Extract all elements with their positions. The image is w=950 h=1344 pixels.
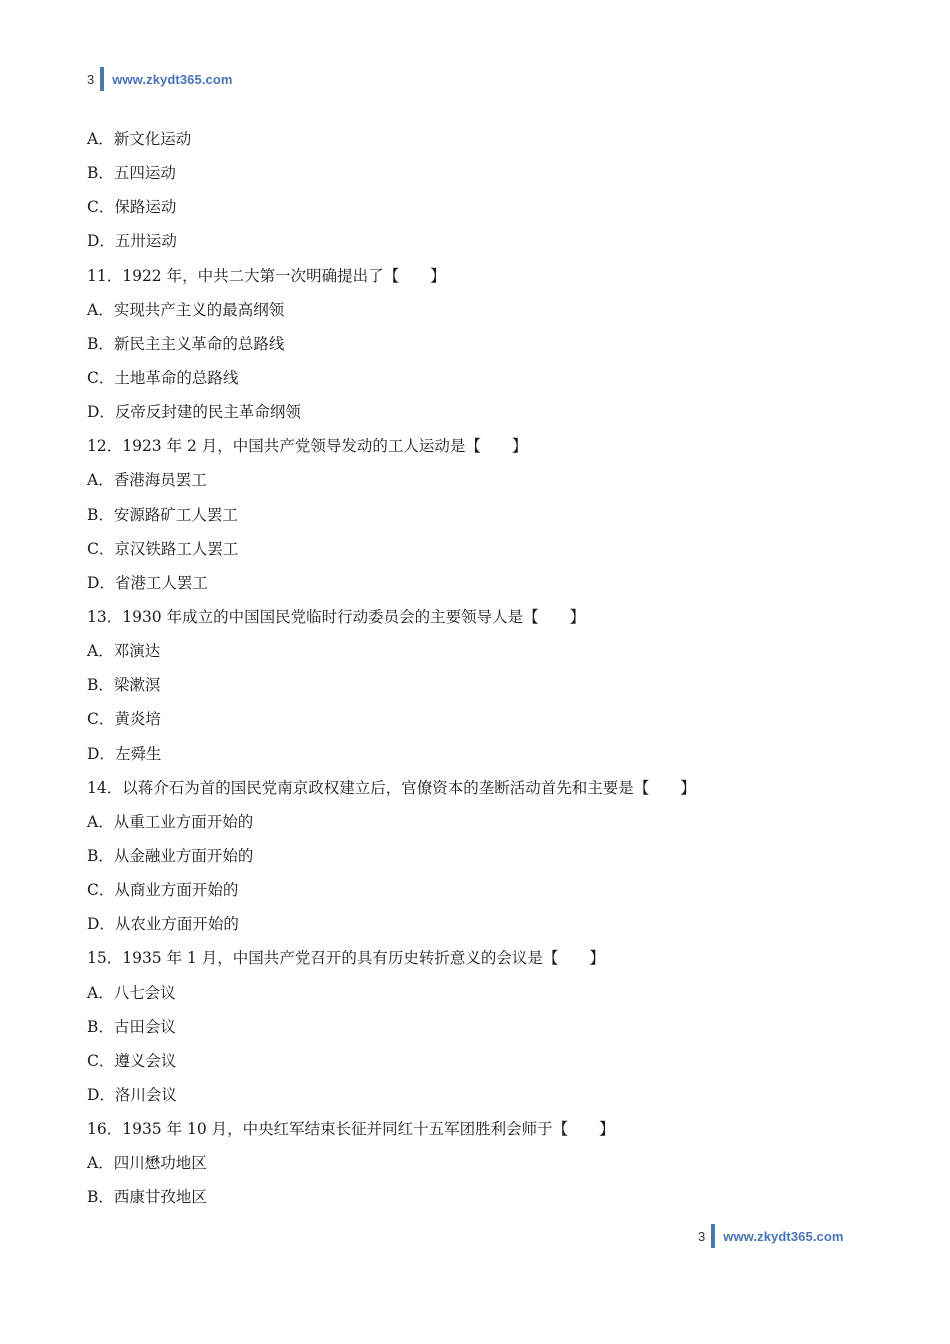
- text-line: B．安源路矿工人罢工: [87, 505, 238, 524]
- text-line: A．新文化运动: [87, 130, 192, 148]
- text-line: C．京汉铁路工人罢工: [87, 539, 239, 558]
- page-footer: [698, 1223, 844, 1249]
- text-line: B．从金融业方面开始的: [87, 846, 254, 865]
- footer-site-link[interactable]: www.zkydt365.com: [723, 1228, 844, 1244]
- header-site-link[interactable]: www.zkydt365.com: [112, 71, 233, 87]
- question-stem: 12．1923 年 2 月，中国共产党领导发动的工人运动是【 】: [87, 437, 528, 456]
- text-line: A．实现共产主义的最高纲领: [87, 300, 285, 319]
- text-line: B．古田会议: [87, 1017, 176, 1036]
- question-stem: 14．以蒋介石为首的国民党南京政权建立后，官僚资本的垄断活动首先和主要是【 】: [87, 778, 696, 797]
- text-line: D．省港工人罢工: [87, 573, 208, 592]
- text-line: B．西康甘孜地区: [87, 1188, 207, 1207]
- text-line: B．梁漱溟: [87, 676, 161, 695]
- header-page-number: 3: [87, 71, 95, 87]
- text-line: B．五四运动: [87, 164, 176, 183]
- text-line: C．从商业方面开始的: [87, 881, 239, 900]
- question-stem: 16．1935 年 10 月，中央红军结束长征并同红十五军团胜利会师于【 】: [87, 1120, 615, 1139]
- question-stem: 15．1935 年 1 月，中国共产党召开的具有历史转折意义的会议是【 】: [87, 949, 605, 968]
- page-header: [87, 66, 233, 92]
- text-line: C．黄炎培: [87, 710, 161, 729]
- text-line: D．从农业方面开始的: [87, 915, 239, 934]
- footer-divider: [711, 1224, 715, 1248]
- text-line: A．香港海员罢工: [87, 471, 207, 490]
- text-line: A．八七会议: [87, 983, 176, 1002]
- header-divider: [100, 67, 104, 91]
- question-list: [87, 122, 867, 1215]
- text-line: C．保路运动: [87, 198, 177, 217]
- text-line: A．从重工业方面开始的: [87, 812, 254, 831]
- text-line: A．邓演达: [87, 642, 161, 661]
- text-line: C．土地革命的总路线: [87, 368, 239, 387]
- footer-page-number: 3: [698, 1228, 706, 1244]
- text-line: D．洛川会议: [87, 1085, 177, 1104]
- text-line: C．遵义会议: [87, 1051, 177, 1070]
- text-line: D．五卅运动: [87, 232, 177, 251]
- text-line: B．新民主主义革命的总路线: [87, 334, 285, 353]
- question-stem: 13．1930 年成立的中国国民党临时行动委员会的主要领导人是【 】: [87, 607, 586, 626]
- text-line: A．四川懋功地区: [87, 1154, 207, 1173]
- text-line: D．反帝反封建的民主革命纲领: [87, 403, 301, 422]
- question-stem: 11．1922 年，中共二大第一次明确提出了【 】: [87, 266, 446, 285]
- text-line: D．左舜生: [87, 744, 162, 763]
